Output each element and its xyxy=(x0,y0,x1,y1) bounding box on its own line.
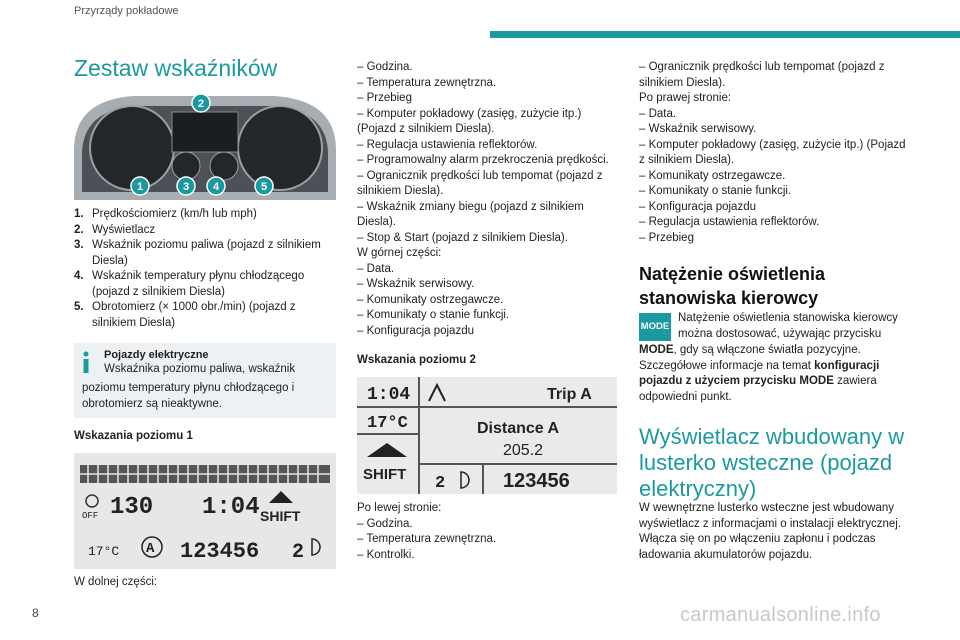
l2-gear: 2 xyxy=(435,474,446,493)
callout-label: 3 xyxy=(182,181,190,193)
page-number: 8 xyxy=(32,606,39,620)
callout-label: 2 xyxy=(197,98,205,110)
l2-distance-label: Distance A xyxy=(477,420,560,437)
page-title: Zestaw wskaźników xyxy=(74,55,278,81)
mode-button-icon: MODE xyxy=(639,313,671,341)
callout-label: 1 xyxy=(136,181,144,193)
callout-label: 4 xyxy=(212,181,220,193)
left-side-list: Po lewej stronie: – Godzina. – Temperatura zewnętrzna. – Kontrolki. xyxy=(357,502,497,561)
list-item: 5. Obrotomierz (× 1000 obr./min) (pojazd z silnikiem Diesla) xyxy=(74,301,296,329)
list-item: 3. Wskaźnik poziomu paliwa (pojazd z silnikiem Diesla) xyxy=(74,239,321,267)
header-accent-bar xyxy=(490,31,960,38)
info-icon xyxy=(82,351,90,373)
lighting-intro: Natężenie oświetlenia stanowiska kierowcy można dostosować, używając przycisku xyxy=(678,312,898,340)
odometer: 123456 xyxy=(180,539,260,564)
level2-display xyxy=(357,377,617,494)
time-value: 1:04 xyxy=(202,494,260,521)
note-title: Pojazdy elektryczne xyxy=(104,349,209,361)
watermark: carmanualsonline.info xyxy=(680,604,881,626)
level1-display xyxy=(74,453,336,569)
speed-value: 130 xyxy=(110,494,154,521)
list-item: 4. Wskaźnik temperatury płynu chłodzącego (pojazd z silnikiem Diesla) xyxy=(74,270,305,298)
list-item: 1. Prędkościomierz (km/h lub mph) xyxy=(74,208,257,220)
note-line: Wskaźnika poziomu paliwa, wskaźnik xyxy=(104,363,296,375)
right-column-list: – Ogranicznik prędkości lub tempomat (pojazd z silnikiem Diesla). Po prawej stronie: – Data. – Wskaźnik serwisowy. – Komputer pokładowy (zasięg, zużycie itp.) (Pojazd z silnikiem Diesla). – Komunikaty ostrzegawcze. – Komunikaty o stanie funkcji. – Konfiguracja pojazdu – Regulacja ustawienia reflektorów. – Przebieg xyxy=(639,61,906,244)
bottom-label: W dolnej części: xyxy=(74,576,158,588)
mode-letter: A xyxy=(146,541,155,557)
headlamp-level: 2 xyxy=(292,541,305,564)
l2-trip: Trip A xyxy=(547,386,592,403)
cluster-legend xyxy=(74,207,342,331)
lighting-body: MODE, gdy są włączone światła pozycyjne. Szczegółowe informacje na temat konfiguracji pojazdu z użyciem przycisku MODE zawiera odpowiedni punkt. xyxy=(639,344,880,403)
level1-heading: Wskazania poziomu 1 xyxy=(74,430,193,442)
l2-odometer: 123456 xyxy=(503,470,570,492)
mirror-heading: Wyświetlacz wbudowany w lusterko wsteczne (pojazd elektryczny) xyxy=(639,424,905,501)
list-item: 2. Wyświetlacz xyxy=(74,223,156,236)
info-note xyxy=(74,343,336,418)
callout-label: 5 xyxy=(260,181,268,193)
l2-distance: 205.2 xyxy=(503,442,544,459)
middle-column-list: – Godzina. – Temperatura zewnętrzna. – Przebieg – Komputer pokładowy (zasięg, zużycie itp.) (Pojazd z silnikiem Diesla). – Regulacja ustawienia reflektorów. – Programowalny alarm przekroczenia prędkości. – Ogranicznik prędkości lub tempomat (pojazd z silnikiem Diesla). – Wskaźnik zmiany biegu (pojazd z silnikiem Diesla). – Stop & Start (pojazd z silnikiem Diesla). W górnej części: – Data. – Wskaźnik serwisowy. – Komunikaty ostrzegawcze. – Komunikaty o stanie funkcji. – Konfiguracja pojazdu xyxy=(357,61,609,337)
lighting-heading: Natężenie oświetlenia stanowiska kierowcy xyxy=(639,264,826,308)
shift-indicator: SHIFT xyxy=(260,508,301,524)
running-header: Przyrządy pokładowe xyxy=(74,5,179,17)
speed-limiter-off: OFF xyxy=(82,511,99,521)
mirror-body: W wewnętrzne lusterko wsteczne jest wbudowany wyświetlacz z informacjami o instalacji elektrycznej. Włącza się on po włączeniu zapłonu i podczas ładowania akumulatorów pojazdu. xyxy=(639,502,902,561)
l2-time: 1:04 xyxy=(367,385,411,405)
instrument-cluster-illustration xyxy=(74,90,336,200)
note-body: poziomu temperatury płynu chłodzącego i obrotomierz są nieaktywne. xyxy=(82,382,295,410)
level2-heading: Wskazania poziomu 2 xyxy=(357,354,476,366)
outside-temp: 17°C xyxy=(88,544,120,559)
l2-temp: 17°C xyxy=(367,414,408,433)
l2-shift: SHIFT xyxy=(363,466,407,483)
